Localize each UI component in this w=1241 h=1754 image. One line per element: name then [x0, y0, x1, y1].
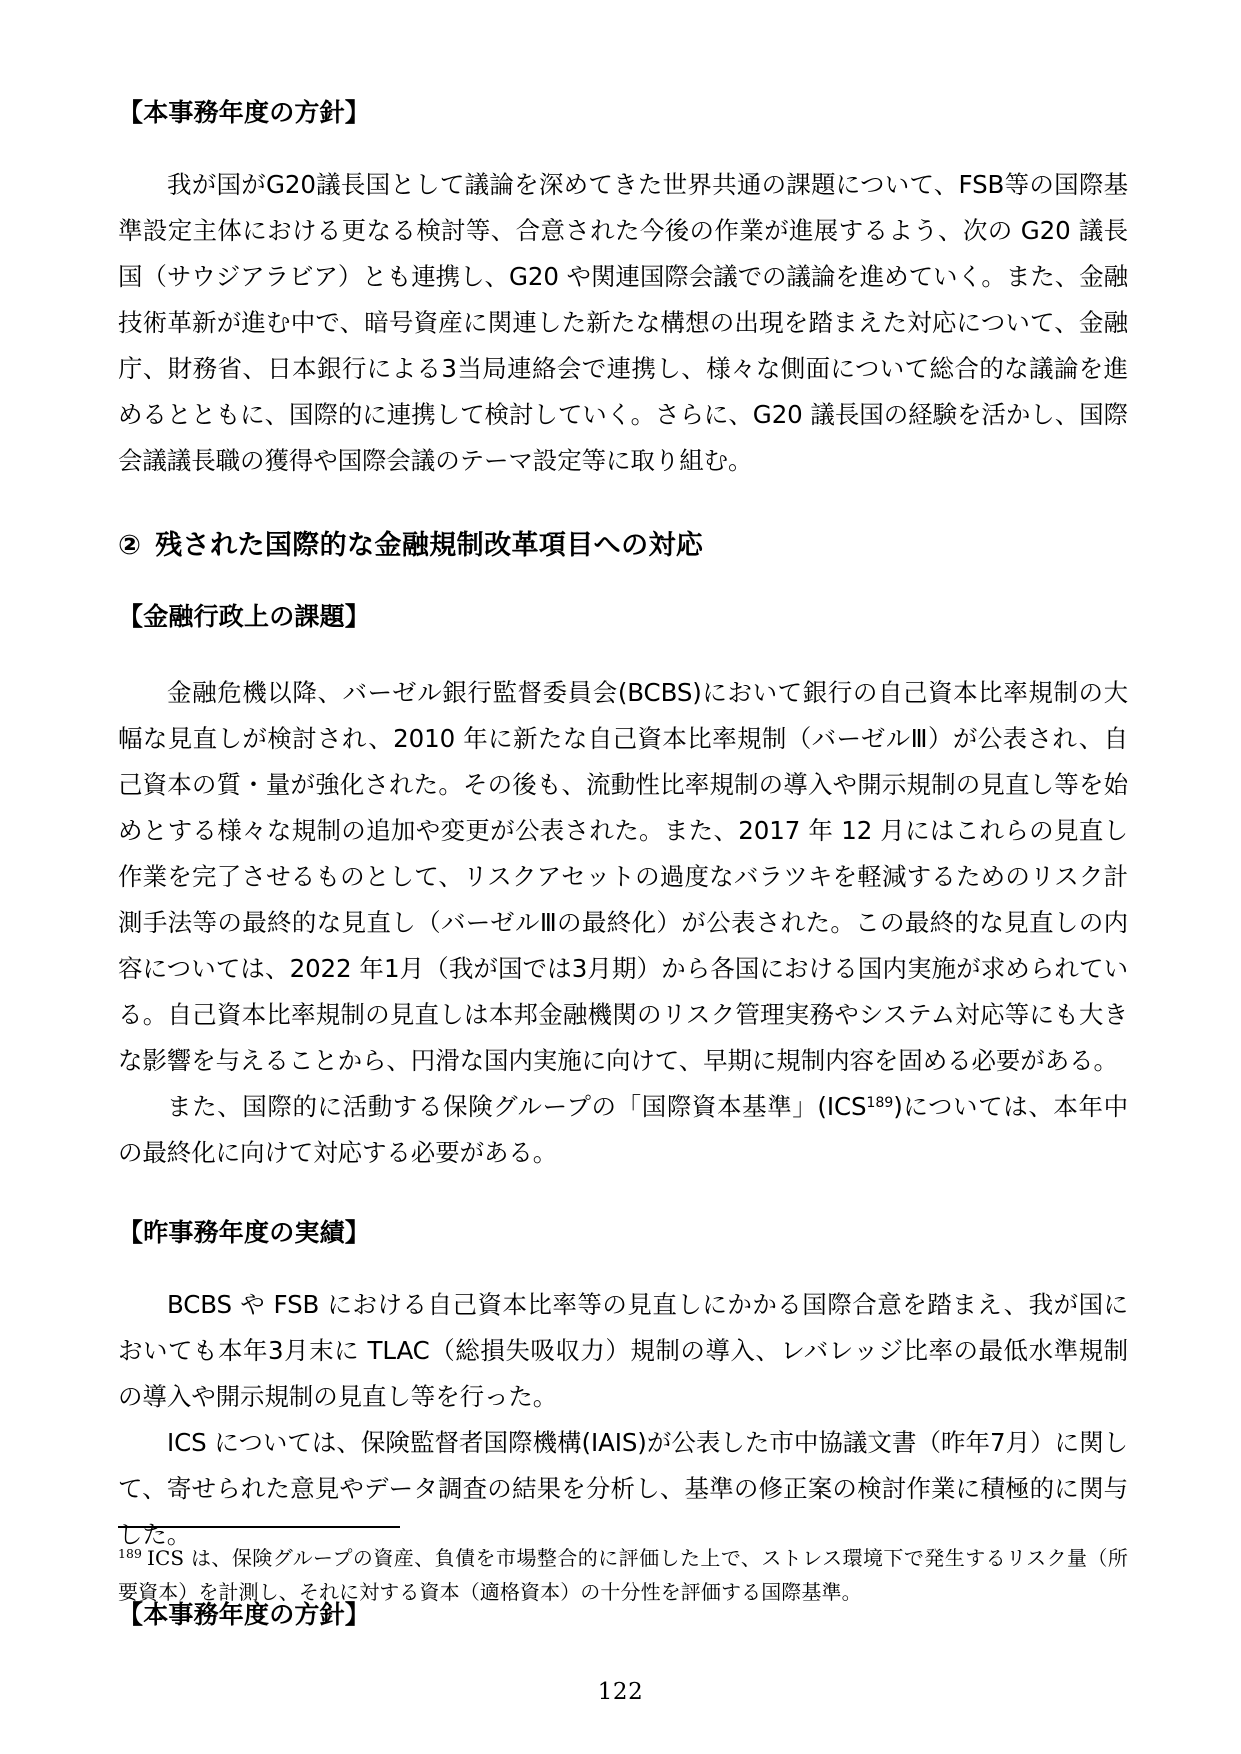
paragraph-results-ics: ICS については、保険監督者国際機構(IAIS)が公表した市中協議文書（昨年7月）に関して、寄せられた意見やデータ調査の結果を分析し、基準の修正案の検討作業に積極的に関与した。: [118, 1428, 1128, 1549]
paragraph-ics-finalization: [118, 1084, 1128, 1176]
heading-previous-fiscal-results: 【昨事務年度の実績】: [118, 1218, 371, 1247]
spacer: [118, 130, 1128, 162]
footnote-189: [118, 1541, 1128, 1609]
spacer: [118, 1250, 1128, 1282]
heading-current-fiscal-policy-2: 【本事務年度の方針】: [118, 1600, 371, 1629]
page-content: [118, 96, 1128, 1632]
paragraph-policy-g20: 我が国がG20議長国として議論を深めてきた世界共通の課題について、FSB等の国際基準設定主体における更なる検討等、合意された今後の作業が進展するよう、次の G20 議長国（サウジアラビア）とも連携し、G20 や関連国際会議での議論を進めていく。また、金融技術革新が進む中で、暗号資産に関連した新たな構想の出現を踏まえた対応について、金融庁、財務省、日本銀行による3当局連絡会で連携し、様々な側面について総合的な議論を進めるとともに、国際的に連携して検討していく。さらに、G20 議長国の経験を活かし、国際会議議長職の獲得や国際会議のテーマ設定等に取り組む。: [118, 170, 1128, 475]
paragraph-bcbs-basel3: 金融危機以降、バーゼル銀行監督委員会(BCBS)において銀行の自己資本比率規制の大幅な見直しが検討され、2010 年に新たな自己資本比率規制（バーゼルⅢ）が公表され、自己資本の質・量が強化された。その後も、流動性比率規制の導入や開示規制の見直し等を始めとする様々な規制の追加や変更が公表された。また、2017 年 12 月にはこれらの見直し作業を完了させるものとして、リスクアセットの過度なバラツキを軽減するためのリスク計測手法等の最終的な見直し（バーゼルⅢの最終化）が公表された。この最終的な見直しの内容については、2022 年1月（我が国では3月期）から各国における国内実施が求められている。自己資本比率規制の見直しは本邦金融機関のリスク管理実務やシステム対応等にも大きな影響を与えることから、円滑な国内実施に向けて、早期に規制内容を固める必要がある。: [118, 678, 1128, 1075]
footnote-area: [118, 1526, 1128, 1609]
heading-section-item-2: [118, 528, 1128, 564]
spacer: [118, 634, 1128, 670]
paragraph-ics-text-post: )については、本年中の最終化に向けて対応する必要がある。: [118, 1092, 1128, 1167]
heading-administrative-issues: 【金融行政上の課題】: [118, 602, 371, 631]
spacer: [118, 484, 1128, 528]
spacer: [118, 1176, 1128, 1216]
spacer: [118, 564, 1128, 600]
heading-current-fiscal-policy-1: 【本事務年度の方針】: [118, 98, 371, 127]
page-number: 122: [597, 1679, 644, 1705]
section-title: 残された国際的な金融規制改革項目への対応: [155, 530, 704, 561]
footnote-number: 189: [118, 1545, 142, 1561]
footnote-text: ICS は、保険グループの資産、負債を市場整合的に評価した上で、ストレス環境下で発生するリスク量（所要資本）を計測し、それに対する資本（適格資本）の十分性を評価する国際基準。: [118, 1546, 1128, 1604]
section-number: ②: [118, 530, 142, 561]
paragraph-results-tlac: BCBS や FSB における自己資本比率等の見直しにかかる国際合意を踏まえ、我が国においても本年3月末に TLAC（総損失吸収力）規制の導入、レバレッジ比率の最低水準規制の導入や開示規制の見直し等を行った。: [118, 1290, 1128, 1411]
footnote-separator-rule: [118, 1526, 400, 1528]
footnote-reference-189[interactable]: 189: [866, 1095, 894, 1112]
paragraph-ics-text-pre: また、国際的に活動する保険グループの「国際資本基準」(ICS: [167, 1092, 867, 1121]
